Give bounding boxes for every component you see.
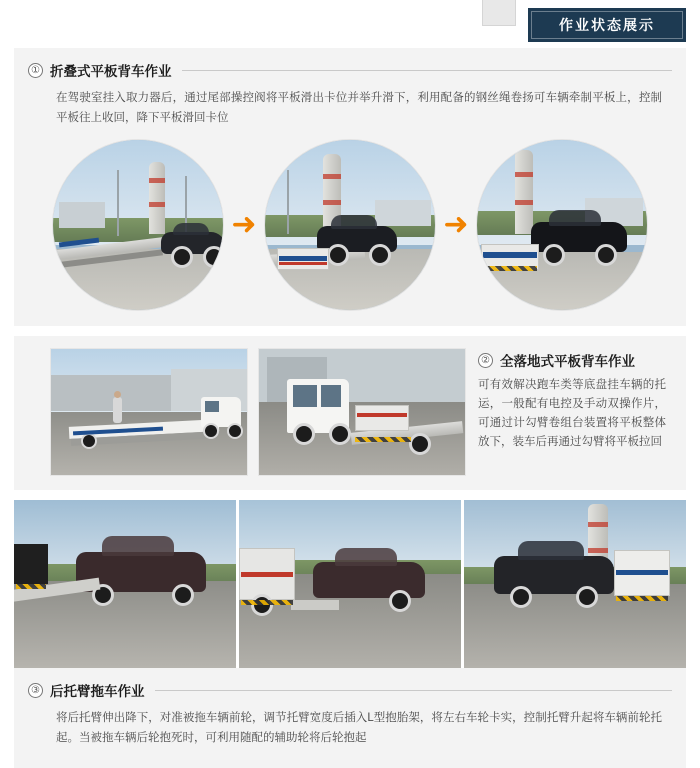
section-3-heading	[14, 668, 686, 702]
arrow-step-2-to-3: ➜	[443, 207, 469, 242]
section-1-number: ①	[28, 63, 43, 78]
page-header	[0, 0, 700, 48]
section-2-heading	[478, 348, 672, 374]
section-1-title: 折叠式平板背车作业	[50, 64, 172, 79]
section-2-content	[14, 336, 686, 490]
section-rear-tow-arm	[14, 668, 686, 768]
section-2-title: 全落地式平板背车作业	[500, 354, 635, 369]
section-full-landing-flatbed	[14, 336, 686, 490]
photo-full-landing-deck	[50, 348, 248, 476]
photo-towarm-towing	[464, 500, 686, 668]
section-1-photo-row	[14, 136, 686, 326]
section-1-body: 在驾驶室挂入取力器后，通过尾部操控阀将平板滑出卡位并举升滑下，利用配备的钢丝绳卷扬可车辆牵制平板上，控制平板往上收回，降下平板滑回卡位	[56, 92, 662, 124]
section-1-heading	[14, 48, 686, 82]
section-3-body: 将后托臂伸出降下，对准被拖车辆前轮，调节托臂宽度后插入L型抱胎架，将左右车轮卡实，控制托臂升起将车辆前轮托起。当被拖车辆后轮抱死时，可利用随配的辅助轮将后轮抱起	[56, 712, 662, 744]
section-2-body: 可有效解决跑车类等底盘挂车辆的托运，一般配有电控及手动双操作片，可通过计勾臂卷组台装置将平板整体放下，装车后再通过勾臂将平板拉回	[478, 379, 666, 448]
photo-towarm-approach	[14, 500, 236, 668]
section-1-rule	[182, 70, 673, 71]
section-3-photo-row	[14, 500, 686, 668]
photo-towarm-lifting	[239, 500, 461, 668]
section-folding-flatbed	[14, 48, 686, 326]
header-badge: 作业状态展示	[528, 8, 686, 42]
photo-car-loaded	[477, 140, 647, 310]
section-3-number: ③	[28, 683, 43, 698]
arrow-step-1-to-2: ➜	[231, 207, 257, 242]
photo-flatbed-extended	[53, 140, 223, 310]
photo-car-loading	[265, 140, 435, 310]
section-3-rule	[155, 690, 673, 691]
header-tab-decoration	[482, 0, 516, 26]
section-2-text	[466, 348, 672, 476]
section-2-photo-row	[50, 348, 466, 476]
section-2-number: ②	[478, 353, 493, 368]
section-3-title: 后托臂拖车作业	[50, 684, 145, 699]
photo-suv-driving-on-deck	[258, 348, 466, 476]
